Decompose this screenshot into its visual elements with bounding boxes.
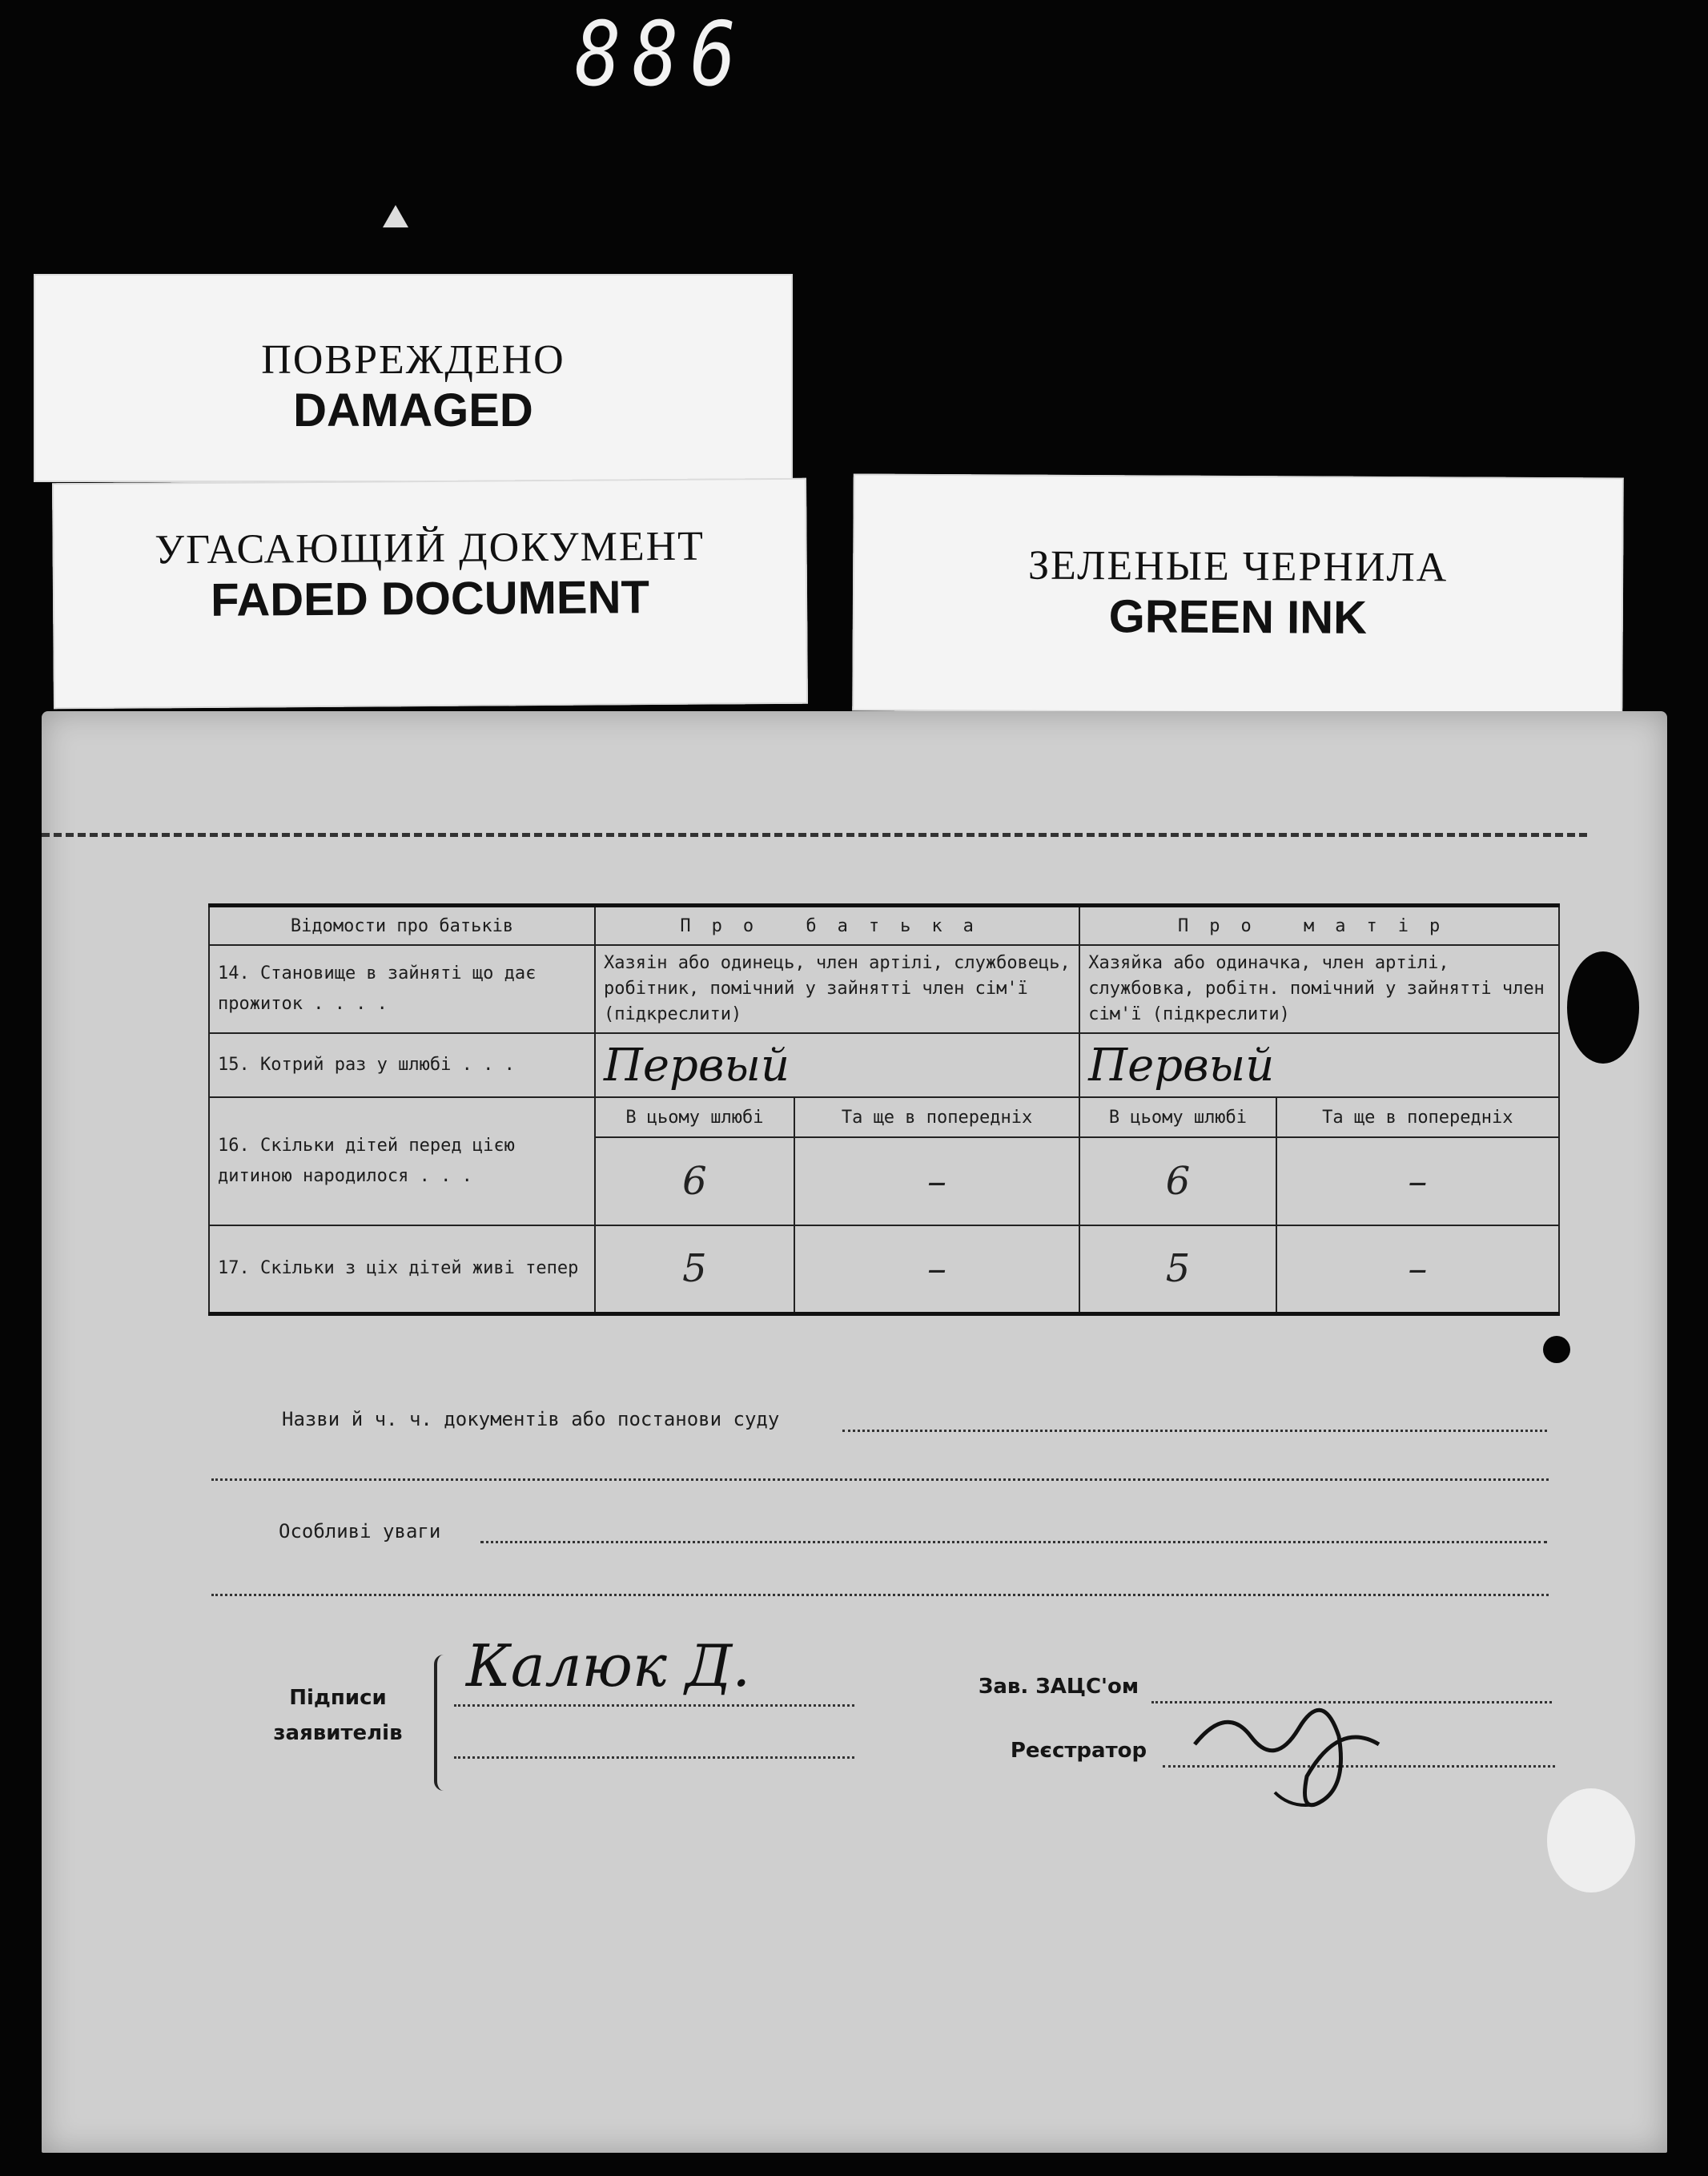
damaged-label-ru: ПОВРЕЖДЕНО [261, 337, 565, 383]
documents-label: Назви й ч. ч. документів або постанови суду [282, 1408, 780, 1430]
children-born-mother-previous: – [1276, 1137, 1559, 1225]
remarks-line [480, 1541, 1547, 1543]
green-label-ru: ЗЕЛЕНЫЕ ЧЕРНИЛА [1027, 542, 1449, 591]
green-ink-label [852, 473, 1624, 714]
mother-marriage-count: Первый [1079, 1033, 1559, 1097]
applicant-signature-line-2 [454, 1756, 854, 1759]
father-occupation: Хазяін або одинець, член артілі, службовець, робітник, помічний у зайнятті член сім'ї (підкреслити) [595, 945, 1079, 1033]
green-label-en: GREEN INK [1108, 590, 1368, 644]
remarks-label: Особливі уваги [279, 1520, 441, 1543]
perforation-line [42, 833, 1587, 837]
parents-info-table [208, 903, 1560, 1316]
remarks-line-2 [211, 1594, 1549, 1596]
record-sheet [42, 711, 1667, 2153]
faded-document-label [52, 478, 808, 710]
applicant-signature-line [454, 1704, 854, 1707]
applicant-signature: Калюк Д. [466, 1632, 751, 1699]
header-father: Про батька [595, 906, 1079, 946]
faded-label-en: FADED DOCUMENT [210, 571, 650, 626]
children-alive-father-previous: – [794, 1225, 1079, 1313]
children-alive-mother-this: 5 [1079, 1225, 1276, 1313]
tear-hole [1567, 951, 1639, 1064]
father-marriage-count: Первый [595, 1033, 1079, 1097]
applicants-signature-label: Підписи заявителів [273, 1686, 403, 1745]
documents-line-2 [211, 1478, 1549, 1481]
damaged-label [34, 274, 793, 482]
question-15: 15. Котрий раз у шлюбі . . . [209, 1033, 595, 1097]
question-16: 16. Скільки дітей перед цією дитиною народилося . . . [209, 1097, 595, 1225]
documents-line [842, 1430, 1547, 1432]
damaged-label-en: DAMAGED [293, 384, 533, 436]
subheader-father-previous: Та ще в попередніх [794, 1097, 1079, 1137]
subheader-father-this: В цьому шлюбі [595, 1097, 794, 1137]
faded-label-ru: УГАСАЮЩИЙ ДОКУМЕНТ [155, 523, 705, 573]
head-label: Зав. ЗАЦС'ом [978, 1675, 1139, 1699]
children-born-mother-this: 6 [1079, 1137, 1276, 1225]
tear-hole [1543, 1336, 1570, 1363]
registrar-signature-mark [1179, 1672, 1419, 1832]
film-speck [383, 205, 408, 227]
mother-occupation: Хазяйка або одиначка, член артілі, службовка, робітн. помічний у зайнятті член сім'ї (підкреслити) [1079, 945, 1559, 1033]
subheader-mother-this: В цьому шлюбі [1079, 1097, 1276, 1137]
header-mother: Про матір [1079, 906, 1559, 946]
frame-number: 886 [575, 2, 748, 107]
children-born-father-this: 6 [595, 1137, 794, 1225]
children-born-father-previous: – [794, 1137, 1079, 1225]
brace [434, 1655, 452, 1791]
paper-damage [1547, 1788, 1635, 1892]
children-alive-mother-previous: – [1276, 1225, 1559, 1313]
subheader-mother-previous: Та ще в попередніх [1276, 1097, 1559, 1137]
children-alive-father-this: 5 [595, 1225, 794, 1313]
question-14: 14. Становище в зайняті що дає прожиток . . . . [209, 945, 595, 1033]
registrar-label: Реєстратор [1010, 1739, 1147, 1763]
question-17: 17. Скільки з ціх дітей живі тепер [209, 1225, 595, 1313]
header-parents-info: Відомости про батьків [209, 906, 595, 946]
